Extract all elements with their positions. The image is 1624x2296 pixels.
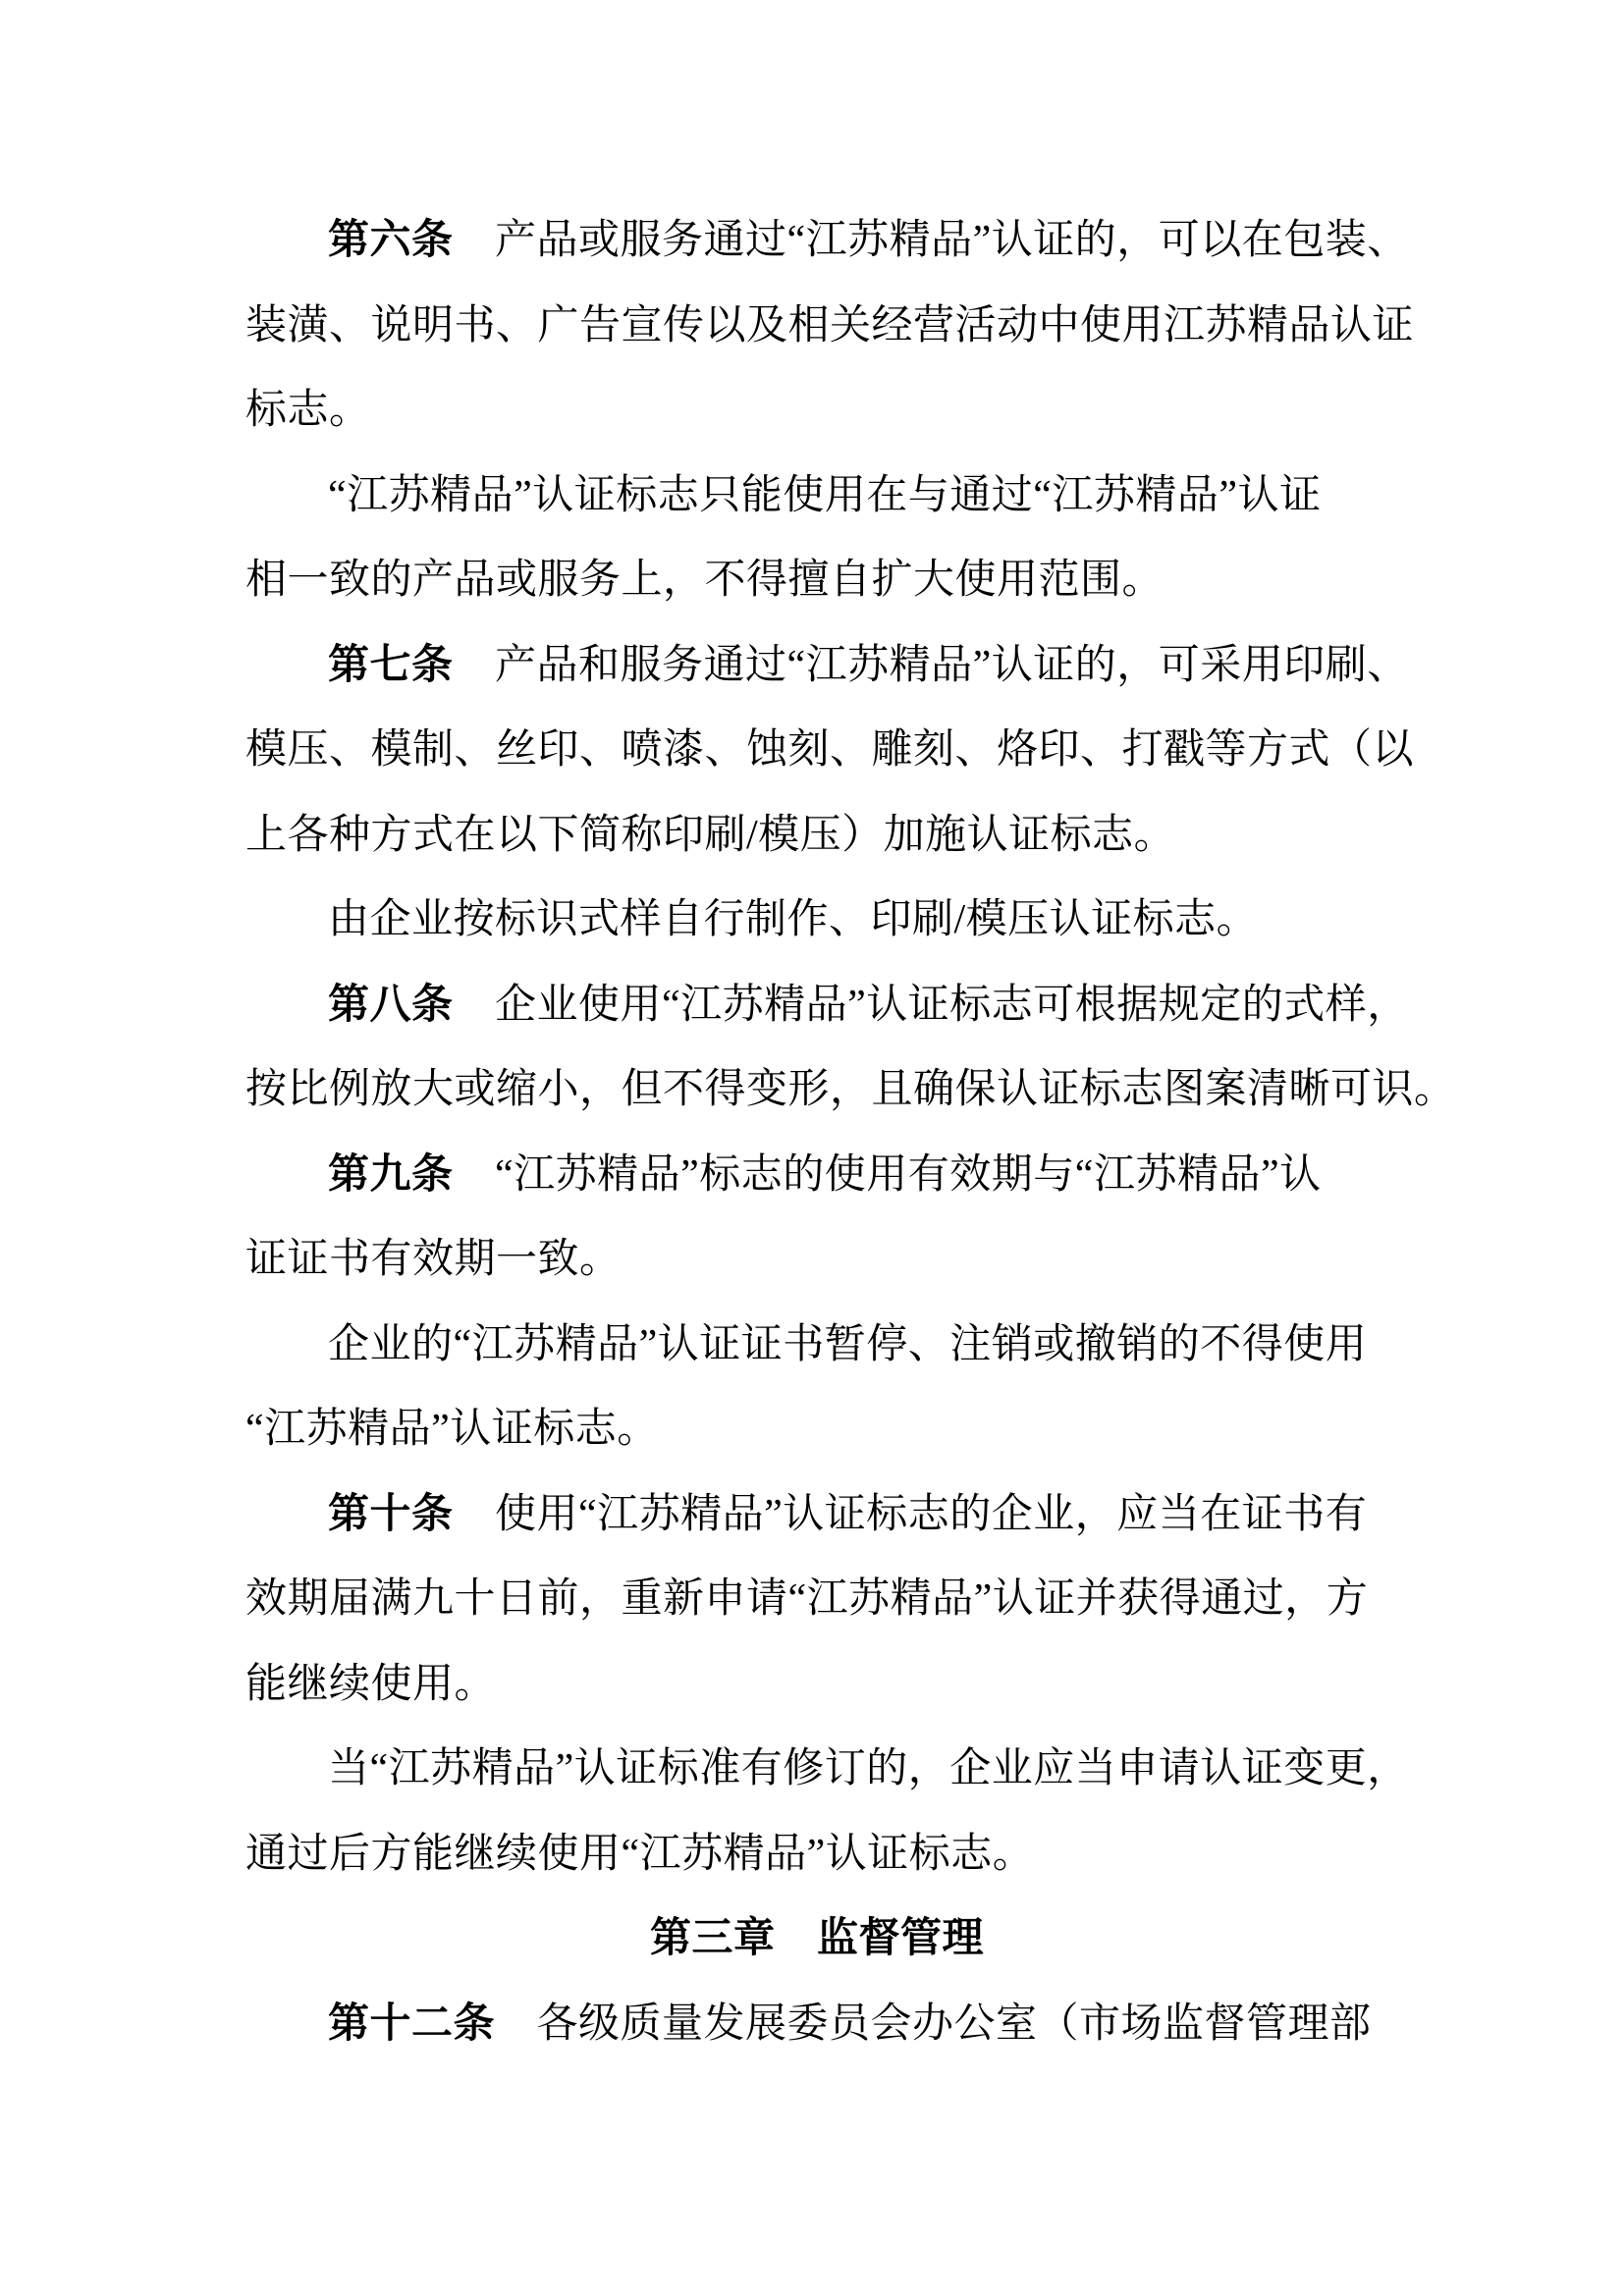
chapter-heading [245,1896,1388,1982]
body-text-run: “江苏精品”认证标志只能使用在与通过“江苏精品”认证 [328,472,1322,518]
article-number-text: 第六条 [328,218,454,263]
body-text-run: 相一致的产品或服务上，不得擅自扩大使用范围。 [245,558,1164,603]
document-line [245,1812,1388,1897]
body-text-run: 模压、模制、丝印、喷漆、蚀刻、雕刻、烙印、打戳等方式（以 [245,727,1415,773]
body-text-run: 各级质量发展委员会办公室（市场监督管理部 [495,2001,1372,2047]
document-line [245,1557,1388,1642]
document-line [245,1472,1388,1558]
body-text-run: 证证书有效期一致。 [245,1237,622,1282]
body-text-run: 由企业按标识式样自行制作、印刷/模压认证标志。 [328,897,1259,942]
body-text-run: “江苏精品”认证标志。 [245,1407,659,1452]
body-text-run: 通过后方能继续使用“江苏精品”认证标志。 [245,1831,1035,1877]
article-number-text: 第十条 [328,1491,454,1537]
body-text-run: 装潢、说明书、广告宣传以及相关经营活动中使用江苏精品认证 [245,302,1415,348]
document-line [245,198,1409,284]
document-line [245,454,1388,539]
document-line [245,1982,1388,2067]
article-number-text: 第七条 [328,642,454,688]
body-text-run: 能继续使用。 [245,1661,497,1707]
article-number-text: 第九条 [328,1151,454,1198]
body-text-run: 企业使用“江苏精品”认证标志可根据规定的式样， [453,982,1409,1028]
document-line [245,368,1388,454]
article-number-text: 第三章 监督管理 [649,1916,984,1961]
article-number-text: 第八条 [328,982,454,1028]
document-line [245,623,1409,709]
body-text-run: “江苏精品”标志的使用有效期与“江苏精品”认 [453,1151,1322,1198]
body-text-run: 效期届满九十日前，重新申请“江苏精品”认证并获得通过，方 [245,1576,1369,1622]
document-line [245,538,1388,623]
body-text-run: 标志。 [245,388,371,433]
body-text-run: 使用“江苏精品”认证标志的企业，应当在证书有 [453,1491,1368,1537]
body-text-run: 上各种方式在以下简称印刷/模压）加施认证标志。 [245,812,1176,858]
document-line [245,708,1415,793]
body-text-run: 当“江苏精品”认证标准有修订的，企业应当申请认证变更， [328,1746,1409,1791]
document-line [245,963,1409,1048]
document-line [245,1727,1409,1812]
body-text-run: 按比例放大或缩小，但不得变形，且确保认证标志图案清晰可识。 [245,1067,1456,1112]
document-line [245,1303,1388,1388]
document-line [245,284,1415,369]
article-number-text: 第十二条 [328,2001,496,2047]
body-text-run: 产品或服务通过“江苏精品”认证的，可以在包装、 [453,218,1409,263]
document-line [245,793,1388,879]
document-line [245,1047,1456,1133]
document-line [245,1387,1388,1472]
document-line [245,1642,1388,1728]
body-text-run: 产品和服务通过“江苏精品”认证的，可采用印刷、 [453,642,1409,688]
body-text-run: 企业的“江苏精品”认证证书暂停、注销或撤销的不得使用 [328,1321,1368,1367]
document-line [245,878,1388,963]
document-line [245,1133,1388,1218]
document-line [245,1217,1388,1303]
document-body [245,198,1456,2066]
